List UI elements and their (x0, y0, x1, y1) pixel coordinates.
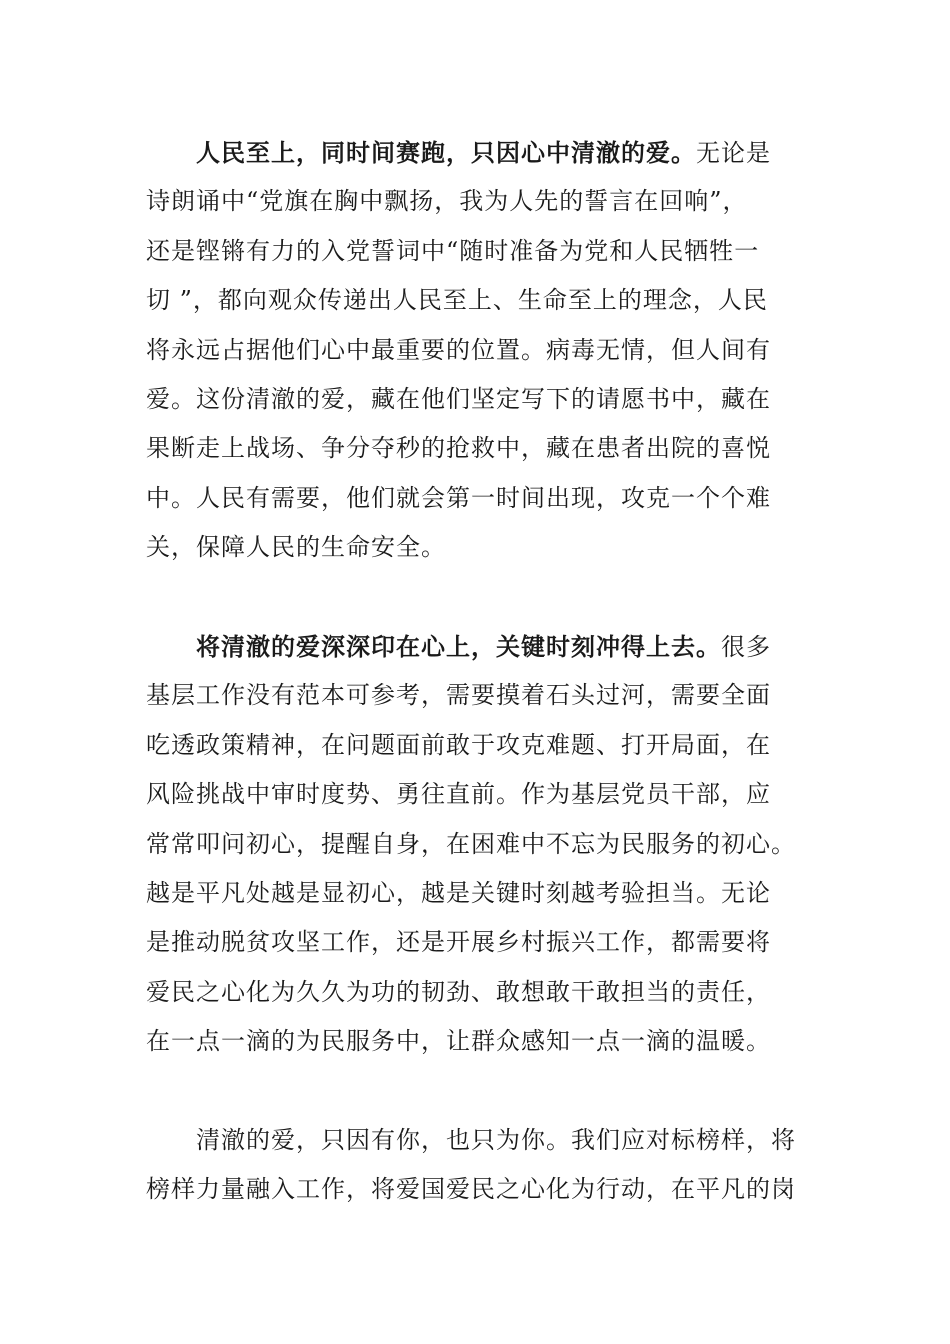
paragraph-line: 诗朗诵中“党旗在胸中飘扬，我为人先的誓言在回响”， (146, 187, 748, 216)
paragraph-heading: 人民至上，同时间赛跑，只因心中清澈的爱。 (196, 138, 696, 167)
paragraph-3 (146, 1116, 811, 1215)
paragraph-line: 基层工作没有范本可参考，需要摸着石头过河，需要全面 (146, 681, 771, 710)
paragraph-line: 榜样力量融入工作，将爱国爱民之心化为行动，在平凡的岗 (146, 1175, 796, 1204)
paragraph-line: 关，保障人民的生命安全。 (146, 533, 446, 562)
paragraph-line: 果断走上战场、争分夺秒的抢救中，藏在患者出院的喜悦 (146, 434, 771, 463)
paragraph-line: 爱民之心化为久久为功的韧劲、敢想敢干敢担当的责任， (146, 977, 771, 1006)
paragraph-line: 是推动脱贫攻坚工作，还是开展乡村振兴工作，都需要将 (146, 928, 771, 957)
paragraph-line: 还是铿锵有力的入党誓词中“随时准备为党和人民牺牲一 (146, 236, 760, 265)
paragraph-heading: 将清澈的爱深深印在心上，关键时刻冲得上去。 (196, 632, 721, 661)
paragraph-line: 中。人民有需要，他们就会第一时间出现，攻克一个个难 (146, 483, 771, 512)
paragraph-line: 爱。这份清澈的爱，藏在他们坚定写下的请愿书中，藏在 (146, 384, 771, 413)
paragraph-line: 越是平凡处越是显初心，越是关键时刻越考验担当。无论 (146, 878, 771, 907)
paragraph-line: 常常叩问初心，提醒自身，在困难中不忘为民服务的初心。 (146, 829, 796, 858)
paragraph-1 (146, 128, 811, 573)
paragraph-line: 切 ”，都向观众传递出人民至上、生命至上的理念，人民 (146, 286, 768, 315)
paragraph-line: 将永远占据他们心中最重要的位置。病毒无情，但人间有 (146, 335, 771, 364)
paragraph-line: 将清澈的爱深深印在心上，关键时刻冲得上去。很多 (196, 632, 771, 661)
paragraph-line: 吃透政策精神，在问题面前敢于攻克难题、打开局面，在 (146, 730, 771, 759)
paragraph-line: 风险挑战中审时度势、勇往直前。作为基层党员干部，应 (146, 780, 771, 809)
paragraph-line: 清澈的爱，只因有你，也只为你。我们应对标榜样，将 (196, 1126, 796, 1154)
paragraph-line: 人民至上，同时间赛跑，只因心中清澈的爱。无论是 (196, 138, 771, 167)
paragraph-2 (146, 622, 811, 1067)
paragraph-line: 在一点一滴的为民服务中，让群众感知一点一滴的温暖。 (146, 1027, 771, 1056)
